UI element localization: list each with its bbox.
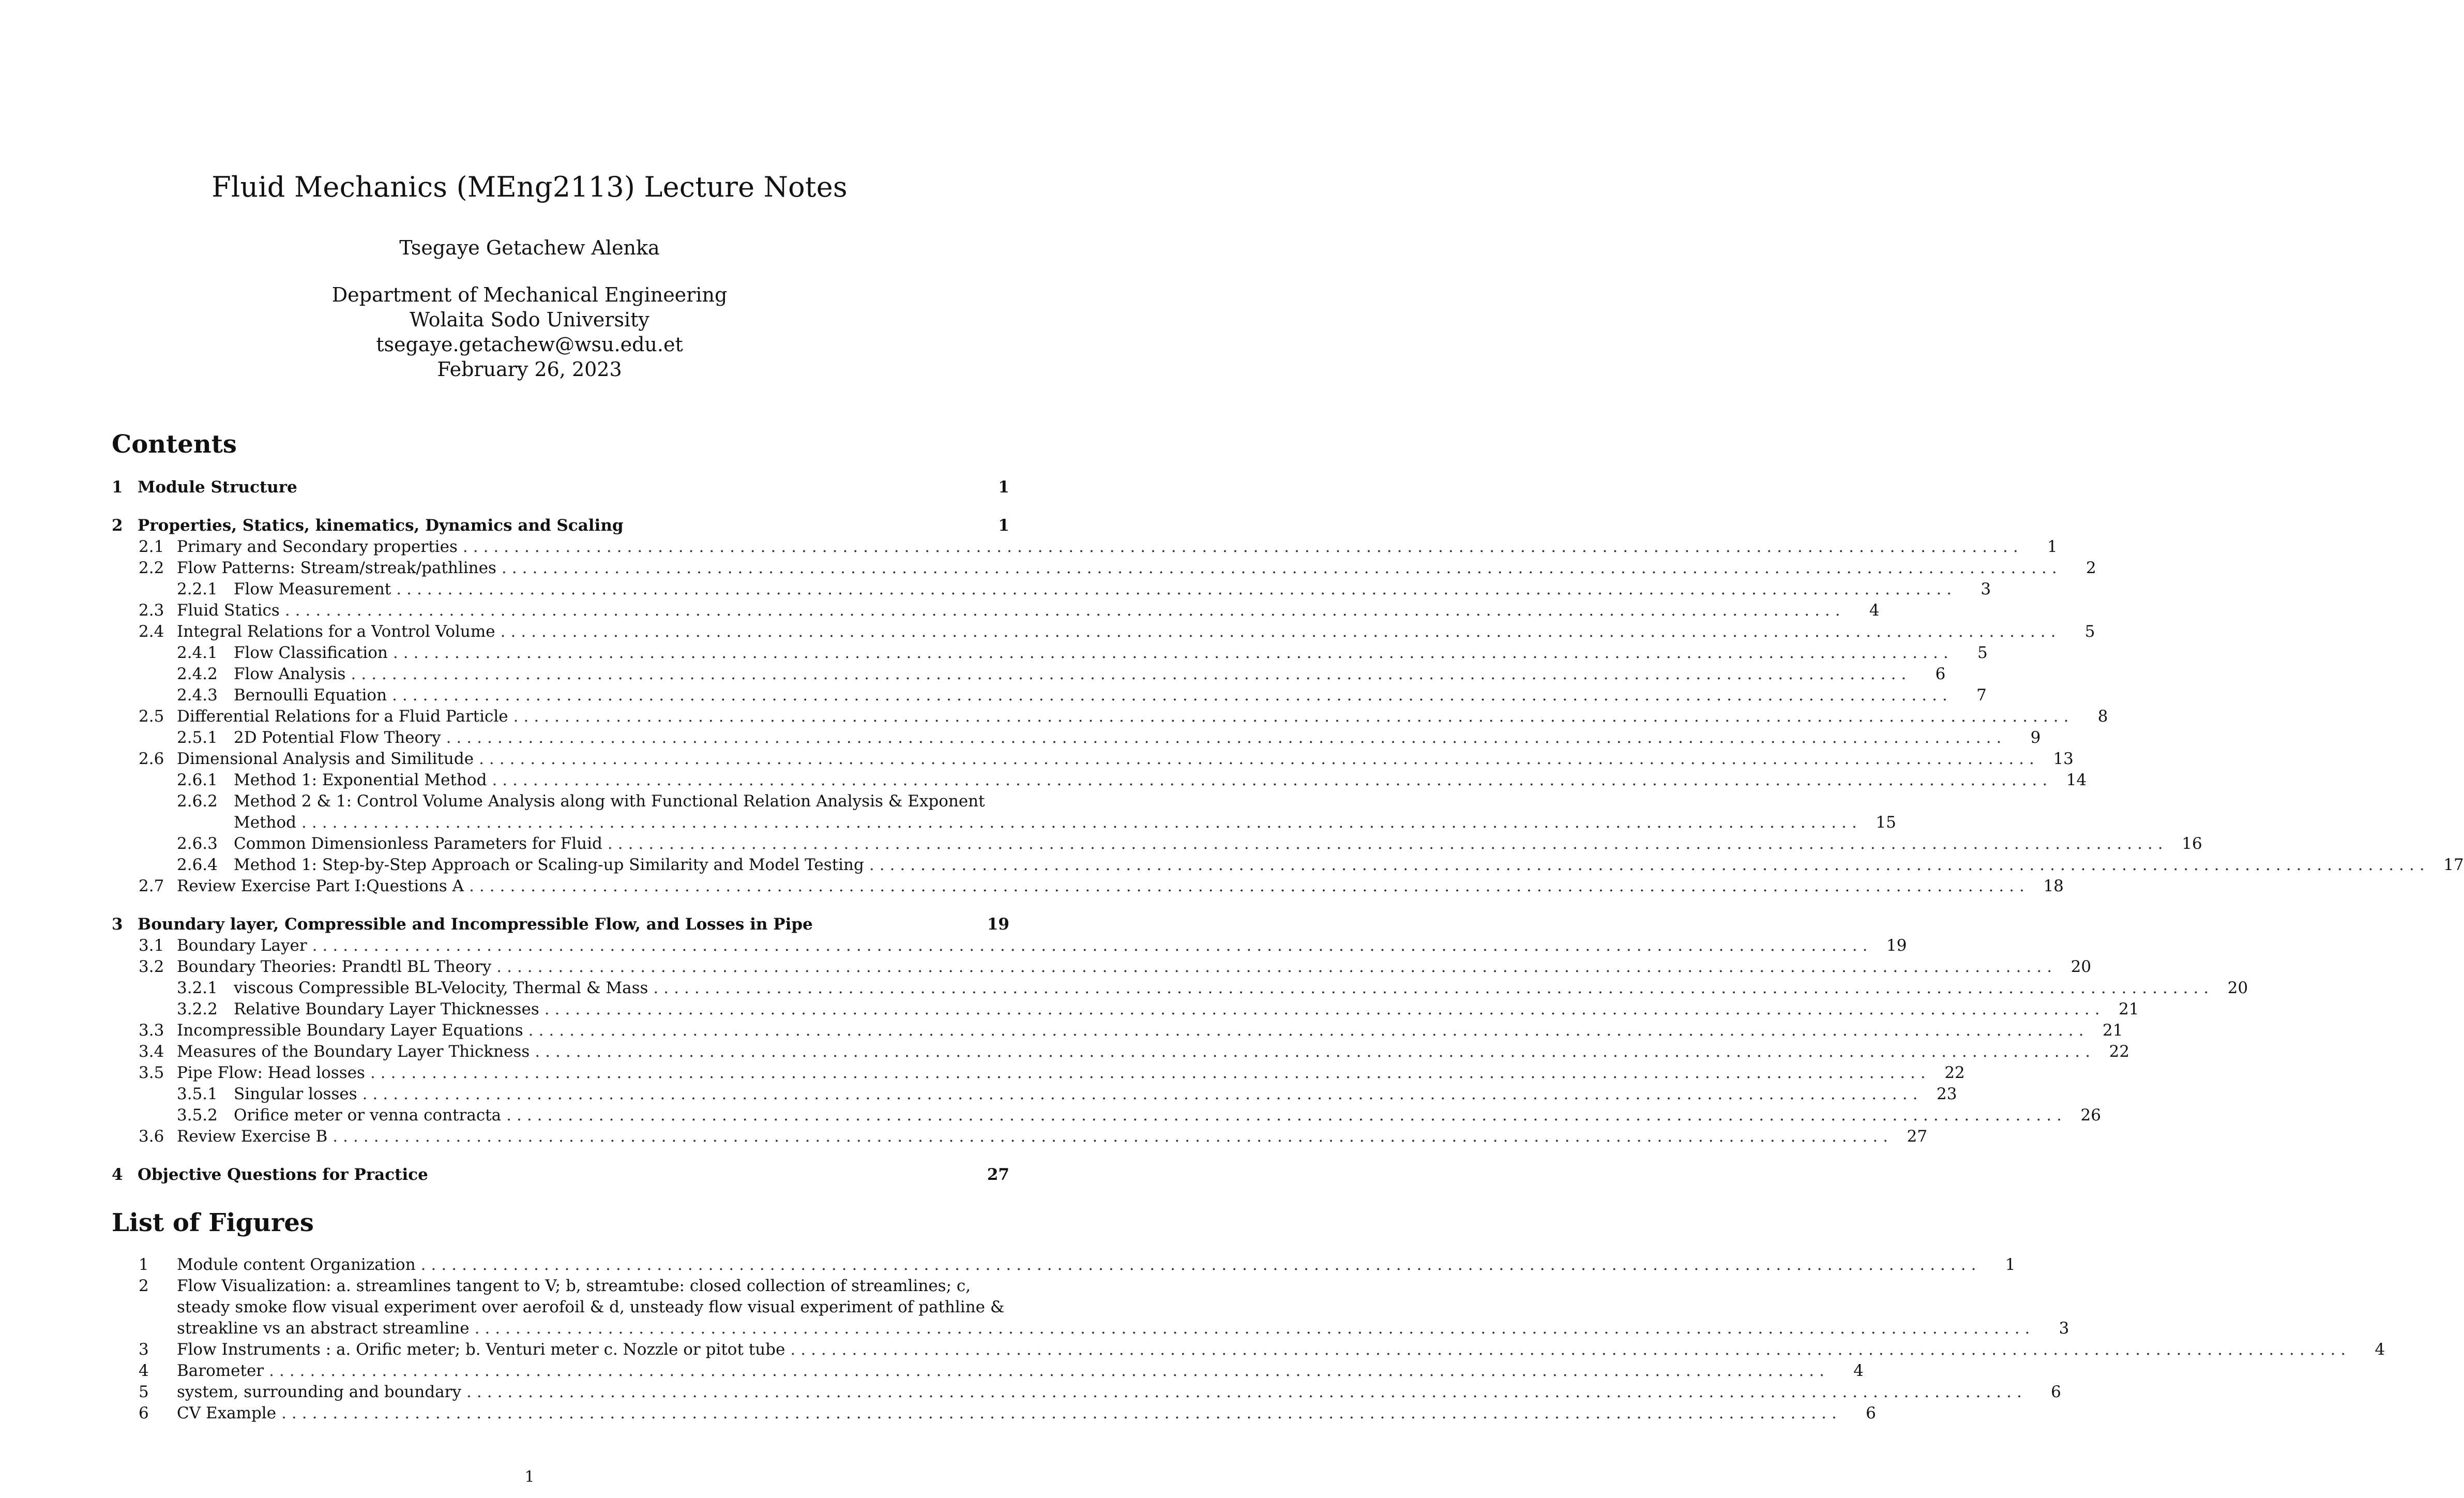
toc-number: 2.2 xyxy=(139,559,164,577)
toc-leader: ........................................................................................................................................................ xyxy=(301,813,1862,832)
document-title: Fluid Mechanics (MEng2113) Lecture Notes xyxy=(211,171,848,203)
figure-number: 5 xyxy=(139,1383,149,1401)
toc-entry[interactable] xyxy=(139,1062,1965,1083)
figure-page: 6 xyxy=(1866,1404,1876,1422)
toc-leader: ........................................................................................................................................................ xyxy=(351,665,1912,683)
toc-title: Differential Relations for a Fluid Particle xyxy=(177,707,508,726)
figure-caption-line-3: streakline vs an abstract streamline xyxy=(177,1319,470,1338)
toc-page: 13 xyxy=(2053,750,2074,768)
toc-title: Primary and Secondary properties xyxy=(177,537,458,556)
toc-entry-continuation[interactable] xyxy=(234,812,1896,833)
toc-number: 2.2.1 xyxy=(177,580,218,598)
toc-entry[interactable] xyxy=(112,477,1009,498)
figure-number: 3 xyxy=(139,1340,149,1359)
toc-number: 2.5 xyxy=(139,707,164,726)
toc-leader: ........................................................................................................................................................ xyxy=(332,1127,1894,1146)
toc-entry[interactable] xyxy=(177,770,2087,790)
toc-page: 1 xyxy=(998,516,1009,535)
toc-title: Singular losses xyxy=(234,1085,357,1103)
toc-title: Flow Classification xyxy=(234,643,388,662)
toc-title: Relative Boundary Layer Thicknesses xyxy=(234,1000,539,1018)
toc-leader: ........................................................................................................................................................ xyxy=(513,707,2074,726)
figure-number: 6 xyxy=(139,1404,149,1422)
toc-number: 3.4 xyxy=(139,1042,164,1061)
toc-leader: ........................................................................................................................................................ xyxy=(528,1021,2089,1040)
toc-page: 21 xyxy=(2119,1000,2139,1018)
figure-page: 4 xyxy=(2375,1340,2385,1359)
toc-title: Flow Patterns: Stream/streak/pathlines xyxy=(177,559,496,577)
toc-leader: ........................................................................................................................................................ xyxy=(869,856,2430,874)
toc-title: Bernoulli Equation xyxy=(234,686,387,705)
toc-number: 3 xyxy=(112,915,123,934)
toc-number: 4 xyxy=(112,1165,123,1184)
toc-entry[interactable] xyxy=(139,1041,2130,1062)
toc-entry[interactable] xyxy=(177,664,1946,684)
toc-title: Properties, Statics, kinematics, Dynamics and Scaling xyxy=(138,516,624,535)
toc-entry[interactable] xyxy=(112,914,1009,935)
toc-leader: ........................................................................................................................................................ xyxy=(501,559,2062,577)
toc-page: 3 xyxy=(1981,580,1991,598)
toc-title: Fluid Statics xyxy=(177,601,280,620)
toc-entry[interactable] xyxy=(139,536,2058,557)
toc-page: 22 xyxy=(2109,1042,2130,1061)
toc-number: 2.3 xyxy=(139,601,164,620)
toc-page: 7 xyxy=(1976,686,1987,705)
toc-number: 3.5 xyxy=(139,1063,164,1082)
toc-number: 2.7 xyxy=(139,877,164,895)
toc-page: 21 xyxy=(2103,1021,2123,1040)
figure-page: 4 xyxy=(1853,1361,1864,1380)
toc-title: Common Dimensionless Parameters for Fluid xyxy=(234,834,602,853)
toc-number: 3.2.2 xyxy=(177,1000,218,1018)
toc-number: 2 xyxy=(112,516,123,535)
figure-caption-line-1: Flow Visualization: a. streamlines tangent to V; b, streamtube: closed collection of streamlines; c, xyxy=(177,1277,971,1295)
toc-entry[interactable] xyxy=(139,935,1907,956)
toc-entry[interactable] xyxy=(177,791,1009,812)
toc-number: 2.5.1 xyxy=(177,728,218,747)
figure-page: 6 xyxy=(2051,1383,2061,1401)
figure-number: 2 xyxy=(139,1277,149,1295)
toc-page: 16 xyxy=(2182,834,2202,853)
toc-leader: ........................................................................................................................................................ xyxy=(500,622,2061,641)
toc-page: 20 xyxy=(2227,979,2248,997)
toc-leader: ........................................................................................................................................................ xyxy=(281,1404,1842,1422)
figure-entry[interactable] xyxy=(139,1403,1876,1424)
figure-entry[interactable] xyxy=(139,1382,2061,1402)
toc-leader: ........................................................................................................................................................ xyxy=(362,1085,1923,1103)
toc-number: 2.1 xyxy=(139,537,164,556)
toc-page: 5 xyxy=(2084,622,2095,641)
toc-title: Flow Analysis xyxy=(234,665,346,683)
toc-entry[interactable] xyxy=(139,600,1880,621)
toc-entry[interactable] xyxy=(177,685,1987,706)
university: Wolaita Sodo University xyxy=(410,308,649,332)
list-of-figures-heading: List of Figures xyxy=(112,1208,314,1237)
figure-entry[interactable] xyxy=(139,1276,1009,1296)
figure-page: 1 xyxy=(2005,1255,2016,1274)
toc-number: 3.1 xyxy=(139,936,164,955)
toc-leader: ........................................................................................................................................................ xyxy=(496,957,2058,976)
toc-number: 2.4.1 xyxy=(177,643,218,662)
toc-entry[interactable] xyxy=(139,558,2096,578)
toc-entry[interactable] xyxy=(139,1020,2123,1041)
figure-entry-continuation[interactable] xyxy=(177,1318,2069,1339)
figure-caption-line-2: steady smoke flow visual experiment over aerofoil & d, unsteady flow visual experiment of pathline & xyxy=(177,1298,1005,1316)
toc-title: Orifice meter or venna contracta xyxy=(234,1106,502,1125)
toc-title: Objective Questions for Practice xyxy=(138,1165,428,1184)
toc-number: 2.4.3 xyxy=(177,686,218,705)
toc-title: Incompressible Boundary Layer Equations xyxy=(177,1021,523,1040)
figure-caption: Flow Instruments : a. Orific meter; b. Venturi meter c. Nozzle or pitot tube xyxy=(177,1340,785,1359)
toc-leader: ........................................................................................................................................................ xyxy=(790,1340,2351,1359)
toc-title-continued: Method xyxy=(234,813,297,832)
toc-entry[interactable] xyxy=(177,855,2464,875)
toc-entry[interactable] xyxy=(139,1126,1928,1147)
toc-leader: ........................................................................................................................................................ xyxy=(506,1106,2067,1125)
toc-number: 2.4 xyxy=(139,622,164,641)
toc-title: Boundary Layer xyxy=(177,936,307,955)
toc-page: 6 xyxy=(1935,665,1946,683)
toc-page: 17 xyxy=(2443,856,2464,874)
toc-number: 3.6 xyxy=(139,1127,164,1146)
toc-leader: ........................................................................................................................................................ xyxy=(544,1000,2105,1018)
title-block xyxy=(0,171,1059,382)
department: Department of Mechanical Engineering xyxy=(331,283,728,307)
figure-entry[interactable] xyxy=(139,1254,2016,1275)
toc-page: 5 xyxy=(1977,643,1988,662)
toc-number: 2.6.3 xyxy=(177,834,218,853)
toc-title: viscous Compressible BL-Velocity, Thermal & Mass xyxy=(234,979,648,997)
toc-leader: ........................................................................................................................................................ xyxy=(462,537,2023,556)
figure-caption: system, surrounding and boundary xyxy=(177,1383,462,1401)
toc-leader: ........................................................................................................................................................ xyxy=(284,601,1846,620)
toc-page: 1 xyxy=(2047,537,2058,556)
toc-page: 26 xyxy=(2080,1106,2101,1125)
toc-entry[interactable] xyxy=(177,833,2202,854)
toc-page: 1 xyxy=(998,478,1009,497)
toc-leader: ........................................................................................................................................................ xyxy=(269,1361,1830,1380)
figure-number: 1 xyxy=(139,1255,149,1274)
toc-number: 2.6.2 xyxy=(177,792,218,811)
toc-title: Pipe Flow: Head losses xyxy=(177,1063,365,1082)
toc-title: Boundary layer, Compressible and Incompressible Flow, and Losses in Pipe xyxy=(138,915,813,934)
toc-leader: ........................................................................................................................................................ xyxy=(479,750,2039,768)
toc-entry[interactable] xyxy=(139,621,2095,642)
toc-leader: ........................................................................................................................................................ xyxy=(469,877,2030,895)
toc-title: Boundary Theories: Prandtl BL Theory xyxy=(177,957,492,976)
figure-page: 3 xyxy=(2059,1319,2069,1338)
toc-leader: ........................................................................................................................................................ xyxy=(653,979,2214,997)
toc-number: 3.2.1 xyxy=(177,979,218,997)
toc-page: 8 xyxy=(2097,707,2108,726)
toc-leader: ........................................................................................................................................................ xyxy=(474,1319,2035,1338)
toc-entry[interactable] xyxy=(139,706,2108,727)
toc-title: Method 1: Exponential Method xyxy=(234,771,487,789)
toc-page: 2 xyxy=(2085,559,2096,577)
figure-caption: Module content Organization xyxy=(177,1255,416,1274)
toc-page: 18 xyxy=(2043,877,2064,895)
toc-entry[interactable] xyxy=(177,1105,2101,1126)
toc-entry[interactable] xyxy=(112,515,1009,536)
toc-page: 15 xyxy=(1876,813,1896,832)
toc-number: 2.6 xyxy=(139,750,164,768)
toc-title: Integral Relations for a Vontrol Volume xyxy=(177,622,495,641)
toc-page: 14 xyxy=(2066,771,2087,789)
figure-entry-continuation xyxy=(177,1297,1009,1317)
toc-entry[interactable] xyxy=(177,1084,1957,1104)
toc-page: 19 xyxy=(987,915,1009,934)
toc-leader: ........................................................................................................................................................ xyxy=(392,686,1953,705)
figure-number: 4 xyxy=(139,1361,149,1380)
toc-title: Method 1: Step-by-Step Approach or Scaling-up Similarity and Model Testing xyxy=(234,856,864,874)
toc-title: 2D Potential Flow Theory xyxy=(234,728,441,747)
figure-entry[interactable] xyxy=(139,1360,1864,1381)
toc-number: 3.2 xyxy=(139,957,164,976)
toc-leader: ........................................................................................................................................................ xyxy=(370,1063,1931,1082)
toc-entry[interactable] xyxy=(177,978,2248,998)
toc-title: Review Exercise B xyxy=(177,1127,328,1146)
toc-title: Method 2 & 1: Control Volume Analysis along with Functional Relation Analysis & Exponent xyxy=(234,792,985,811)
date: February 26, 2023 xyxy=(437,358,622,381)
toc-leader: ........................................................................................................................................................ xyxy=(492,771,2053,789)
toc-number: 3.5.2 xyxy=(177,1106,218,1125)
toc-entry[interactable] xyxy=(139,956,2092,977)
toc-number: 2.6.1 xyxy=(177,771,218,789)
toc-title: Review Exercise Part I:Questions A xyxy=(177,877,464,895)
toc-page: 4 xyxy=(1869,601,1880,620)
toc-leader: ........................................................................................................................................................ xyxy=(420,1255,1982,1274)
toc-leader: ........................................................................................................................................................ xyxy=(392,643,1954,662)
toc-title: Module Structure xyxy=(138,478,297,497)
toc-number: 2.6.4 xyxy=(177,856,218,874)
toc-entry[interactable] xyxy=(139,876,2064,896)
toc-title: Measures of the Boundary Layer Thickness xyxy=(177,1042,530,1061)
toc-page: 22 xyxy=(1944,1063,1965,1082)
toc-number: 2.4.2 xyxy=(177,665,218,683)
figure-caption: CV Example xyxy=(177,1404,277,1422)
contents-heading: Contents xyxy=(112,430,237,459)
toc-leader: ........................................................................................................................................................ xyxy=(466,1383,2027,1401)
toc-title: Flow Measurement xyxy=(234,580,391,598)
toc-leader: ........................................................................................................................................................ xyxy=(396,580,1957,598)
toc-page: 27 xyxy=(987,1165,1009,1184)
figure-caption: Barometer xyxy=(177,1361,264,1380)
toc-page: 27 xyxy=(1907,1127,1928,1146)
toc-entry[interactable] xyxy=(139,748,2074,769)
affiliation-block xyxy=(0,282,1059,382)
toc-entry[interactable] xyxy=(177,999,2139,1020)
author-name: Tsegaye Getachew Alenka xyxy=(399,236,660,259)
email: tsegaye.getachew@wsu.edu.et xyxy=(376,333,683,356)
toc-entry[interactable] xyxy=(177,642,1988,663)
toc-entry[interactable] xyxy=(177,579,1991,600)
toc-page: 19 xyxy=(1886,936,1907,955)
toc-number: 3.3 xyxy=(139,1021,164,1040)
toc-leader: ........................................................................................................................................................ xyxy=(312,936,1873,955)
toc-leader: ........................................................................................................................................................ xyxy=(535,1042,2096,1061)
toc-entry[interactable] xyxy=(177,727,2041,748)
toc-page: 23 xyxy=(1937,1085,1957,1103)
toc-page: 9 xyxy=(2030,728,2041,747)
toc-entry[interactable] xyxy=(112,1164,1009,1185)
toc-title: Dimensional Analysis and Similitude xyxy=(177,750,474,768)
toc-leader: ........................................................................................................................................................ xyxy=(607,834,2168,853)
page-number: 1 xyxy=(524,1468,535,1486)
toc-page: 20 xyxy=(2070,957,2092,976)
toc-number: 3.5.1 xyxy=(177,1085,218,1103)
figure-entry[interactable] xyxy=(139,1339,2385,1360)
toc-number: 1 xyxy=(112,478,123,497)
toc-leader: ........................................................................................................................................................ xyxy=(446,728,2007,747)
